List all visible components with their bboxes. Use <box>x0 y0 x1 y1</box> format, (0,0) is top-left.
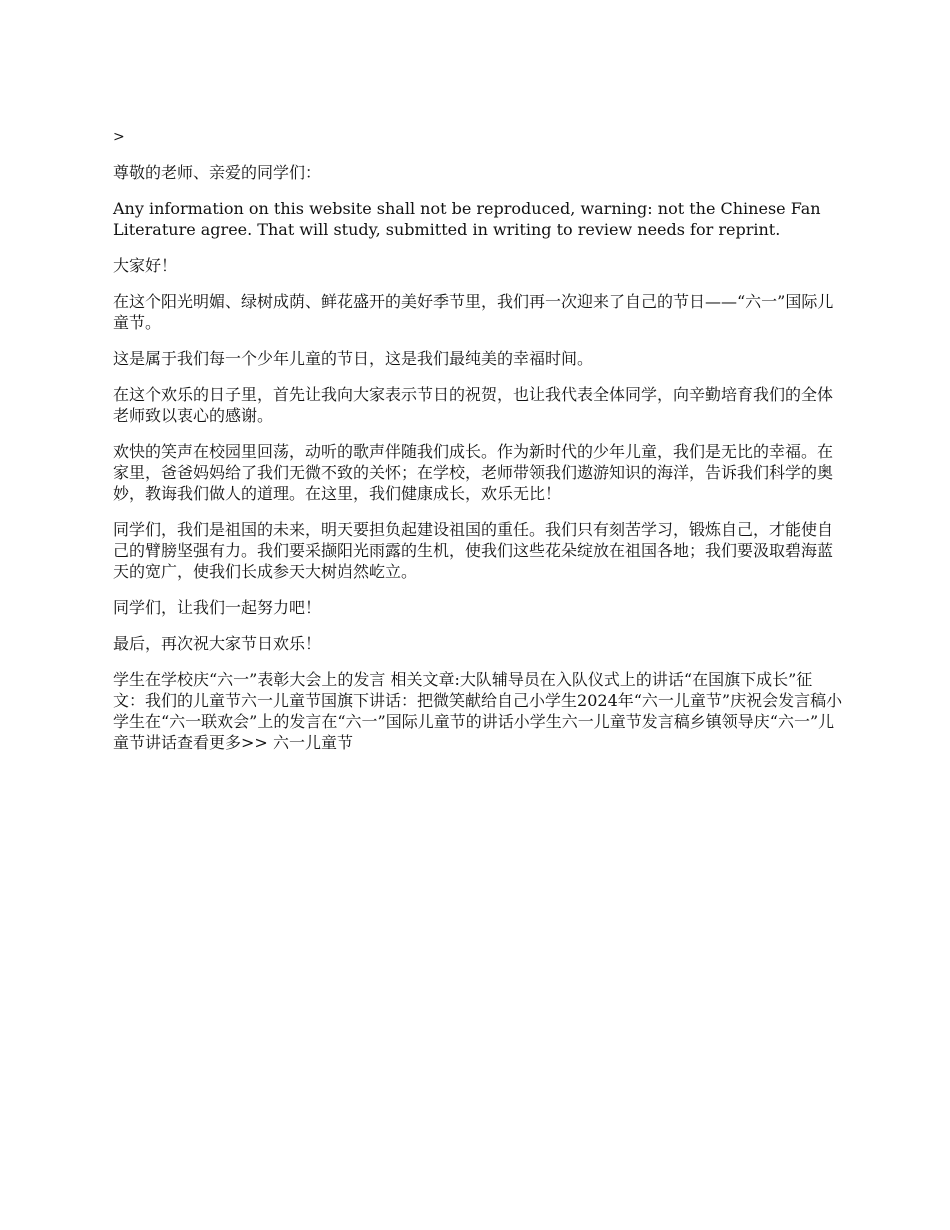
copyright-notice: Any information on this website shall not be reproduced, warning: not the Chinese Fan Literature agree. That will study, submitted in writing to review needs for reprint. <box>113 199 821 239</box>
related-label: 相关文章: <box>390 670 460 689</box>
article-title-footer: 学生在学校庆“六一”表彰大会上的发言 <box>113 670 386 689</box>
paragraph: 同学们，我们是祖国的未来，明天要担负起建设祖国的重任。我们只有刻苦学习，锻炼自己，才能使自己的臂膀坚强有力。我们要采撷阳光雨露的生机，使我们这些花朵绽放在祖国各地；我们要汲取碧海蓝天的宽广，使我们长成参天大树岿然屹立。 <box>113 520 834 581</box>
view-more-link[interactable]: 查看更多>> <box>177 733 268 752</box>
related-link[interactable]: 乡镇领导庆“六一”儿童节讲话 <box>113 712 835 752</box>
related-link[interactable]: 小学生六一儿童节发言稿 <box>513 712 690 731</box>
paragraph: 欢快的笑声在校园里回荡，动听的歌声伴随我们成长。作为新时代的少年儿童，我们是无比的幸福。在家里，爸爸妈妈给了我们无微不致的关怀；在学校，老师带领我们遨游知识的海洋，告诉我们科学的奥妙，教诲我们做人的道理。在这里，我们健康成长，欢乐无比！ <box>113 442 834 503</box>
tag-link[interactable]: 六一儿童节 <box>272 733 353 752</box>
paragraph: 最后，再次祝大家节日欢乐！ <box>113 634 322 653</box>
related-link[interactable]: 六一儿童节国旗下讲话：把微笑献给自己 <box>241 691 530 710</box>
related-link[interactable]: 大队辅导员在入队仪式上的讲话 <box>459 670 684 689</box>
paragraph: 同学们，让我们一起努力吧！ <box>113 598 322 617</box>
related-link[interactable]: 小学生在“六一联欢会”上的发言 <box>113 691 843 731</box>
related-link[interactable]: “在国旗下成长”征文：我们的儿童节 <box>113 670 813 710</box>
paragraph: 这是属于我们每一个少年儿童的节日，这是我们最纯美的幸福时间。 <box>113 349 594 368</box>
paragraph: 大家好！ <box>113 256 178 275</box>
related-link[interactable]: 小学生2024年“六一儿童节”庆祝会发言稿 <box>529 691 827 710</box>
paragraph: 在这个阳光明媚、绿树成荫、鲜花盛开的美好季节里，我们再一次迎来了自己的节日——“六一”国际儿童节。 <box>113 292 834 332</box>
salutation: 尊敬的老师、亲爱的同学们： <box>113 163 322 182</box>
breadcrumb[interactable]: > <box>113 129 125 145</box>
article <box>113 127 843 768</box>
related-articles <box>113 669 843 753</box>
related-link[interactable]: 在“六一”国际儿童节的讲话 <box>321 712 514 731</box>
paragraph: 在这个欢乐的日子里，首先让我向大家表示节日的祝贺，也让我代表全体同学，向辛勤培育我们的全体老师致以衷心的感谢。 <box>113 385 834 425</box>
